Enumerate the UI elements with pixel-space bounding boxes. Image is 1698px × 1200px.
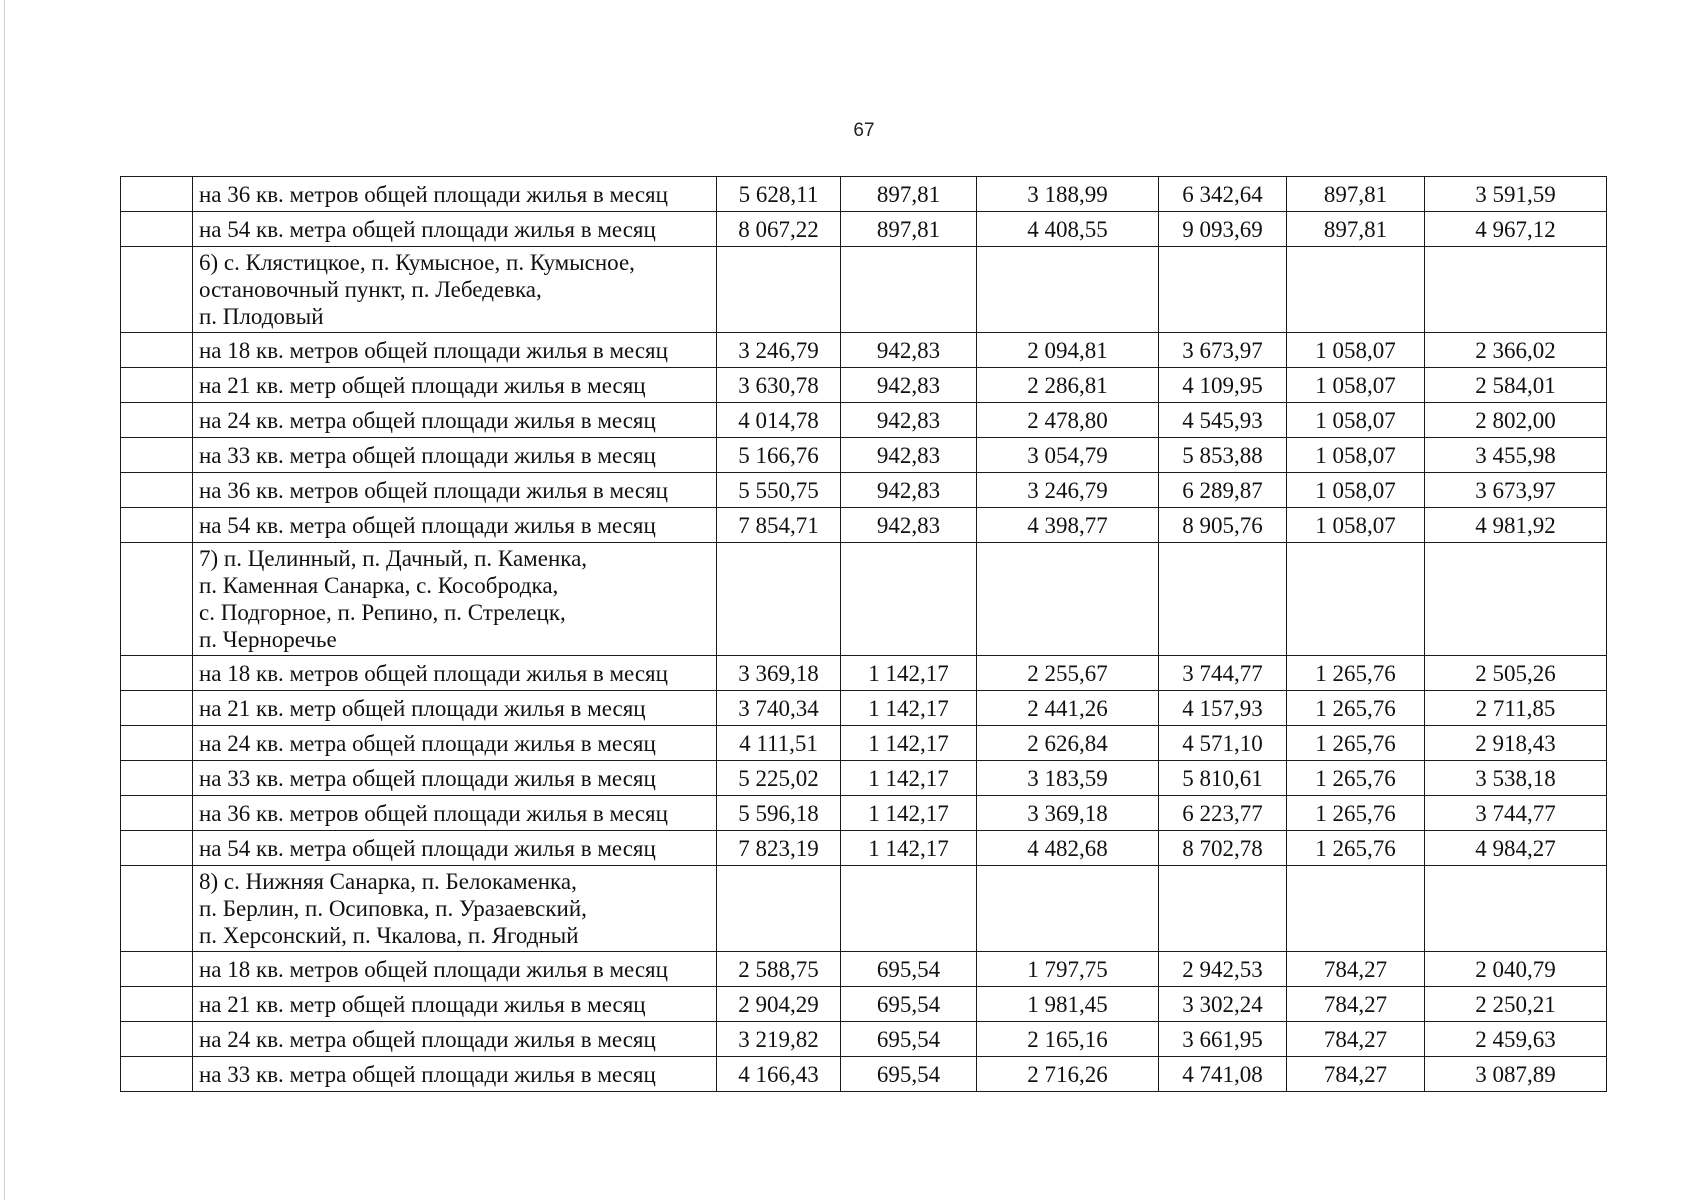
area-norm-label: на 18 кв. метров общей площади жилья в месяц [193,656,717,691]
empty-value-cell [977,247,1159,333]
table-row [121,473,1607,508]
value-cell: 1 142,17 [841,726,977,761]
empty-value-cell [1287,866,1425,952]
value-cell: 9 093,69 [1159,212,1287,247]
value-cell: 4 482,68 [977,831,1159,866]
area-norm-label: на 36 кв. метров общей площади жилья в месяц [193,177,717,212]
row-index-cell [121,952,193,987]
empty-value-cell [841,247,977,333]
value-cell: 1 058,07 [1287,333,1425,368]
row-index-cell [121,368,193,403]
value-cell: 2 441,26 [977,691,1159,726]
row-index-cell [121,831,193,866]
settlement-group-line: 7) п. Целинный, п. Дачный, п. Каменка, [199,546,588,571]
table-row [121,691,1607,726]
value-cell: 942,83 [841,333,977,368]
value-cell: 1 058,07 [1287,508,1425,543]
row-index-cell [121,438,193,473]
value-cell: 1 058,07 [1287,403,1425,438]
row-index-cell [121,247,193,333]
value-cell: 2 459,63 [1425,1022,1607,1057]
empty-value-cell [841,543,977,656]
row-index-cell [121,1057,193,1092]
value-cell: 2 588,75 [717,952,841,987]
table-row [121,403,1607,438]
empty-value-cell [977,866,1159,952]
table-row [121,368,1607,403]
page-number: 67 [853,120,875,141]
table-row [121,438,1607,473]
row-index-cell [121,726,193,761]
value-cell: 5 550,75 [717,473,841,508]
value-cell: 2 626,84 [977,726,1159,761]
value-cell: 3 369,18 [717,656,841,691]
value-cell: 897,81 [841,177,977,212]
value-cell: 1 265,76 [1287,761,1425,796]
table-row [121,761,1607,796]
value-cell: 3 744,77 [1425,796,1607,831]
value-cell: 1 265,76 [1287,796,1425,831]
value-cell: 2 286,81 [977,368,1159,403]
value-cell: 4 398,77 [977,508,1159,543]
table-row [121,987,1607,1022]
row-index-cell [121,212,193,247]
area-norm-label: на 24 кв. метра общей площади жилья в месяц [193,726,717,761]
value-cell: 4 545,93 [1159,403,1287,438]
value-cell: 2 255,67 [977,656,1159,691]
value-cell: 4 967,12 [1425,212,1607,247]
value-cell: 3 673,97 [1425,473,1607,508]
value-cell: 3 591,59 [1425,177,1607,212]
value-cell: 8 702,78 [1159,831,1287,866]
empty-value-cell [977,543,1159,656]
area-norm-label: на 33 кв. метра общей площади жилья в месяц [193,438,717,473]
value-cell: 4 741,08 [1159,1057,1287,1092]
table-row [121,1057,1607,1092]
value-cell: 897,81 [1287,177,1425,212]
value-cell: 2 250,21 [1425,987,1607,1022]
value-cell: 4 984,27 [1425,831,1607,866]
value-cell: 3 246,79 [717,333,841,368]
value-cell: 3 744,77 [1159,656,1287,691]
value-cell: 2 904,29 [717,987,841,1022]
value-cell: 7 854,71 [717,508,841,543]
value-cell: 5 596,18 [717,796,841,831]
value-cell: 2 918,43 [1425,726,1607,761]
table-row [121,831,1607,866]
value-cell: 3 630,78 [717,368,841,403]
value-cell: 695,54 [841,1057,977,1092]
empty-value-cell [1425,866,1607,952]
value-cell: 1 265,76 [1287,726,1425,761]
group-header-row [121,247,1607,333]
value-cell: 1 142,17 [841,796,977,831]
value-cell: 942,83 [841,368,977,403]
value-cell: 4 981,92 [1425,508,1607,543]
settlement-group-cell [193,866,717,952]
value-cell: 7 823,19 [717,831,841,866]
empty-value-cell [1287,543,1425,656]
value-cell: 942,83 [841,473,977,508]
table-row [121,177,1607,212]
value-cell: 3 455,98 [1425,438,1607,473]
settlement-group-line: остановочный пункт, п. Лебедевка, [199,277,542,302]
settlement-group-cell [193,543,717,656]
table-row [121,333,1607,368]
table-row [121,212,1607,247]
value-cell: 1 058,07 [1287,368,1425,403]
row-index-cell [121,1022,193,1057]
value-cell: 3 219,82 [717,1022,841,1057]
row-index-cell [121,987,193,1022]
row-index-cell [121,473,193,508]
row-index-cell [121,866,193,952]
area-norm-label: на 21 кв. метр общей площади жилья в месяц [193,987,717,1022]
value-cell: 3 087,89 [1425,1057,1607,1092]
table-row [121,656,1607,691]
table-row [121,796,1607,831]
value-cell: 5 225,02 [717,761,841,796]
settlement-group-line: 8) с. Нижняя Санарка, п. Белокаменка, [199,869,577,894]
value-cell: 3 369,18 [977,796,1159,831]
value-cell: 8 905,76 [1159,508,1287,543]
value-cell: 695,54 [841,952,977,987]
value-cell: 3 302,24 [1159,987,1287,1022]
value-cell: 3 661,95 [1159,1022,1287,1057]
value-cell: 4 571,10 [1159,726,1287,761]
area-norm-label: на 36 кв. метров общей площади жилья в месяц [193,473,717,508]
row-index-cell [121,691,193,726]
value-cell: 2 584,01 [1425,368,1607,403]
table-row [121,508,1607,543]
settlement-group-line: п. Берлин, п. Осиповка, п. Уразаевский, [199,896,587,921]
row-index-cell [121,333,193,368]
row-index-cell [121,656,193,691]
value-cell: 1 265,76 [1287,831,1425,866]
empty-value-cell [841,866,977,952]
value-cell: 1 797,75 [977,952,1159,987]
value-cell: 4 111,51 [717,726,841,761]
settlement-group-line: с. Подгорное, п. Репино, п. Стрелецк, [199,600,566,625]
value-cell: 2 802,00 [1425,403,1607,438]
value-cell: 942,83 [841,438,977,473]
area-norm-label: на 33 кв. метра общей площади жилья в месяц [193,1057,717,1092]
value-cell: 3 740,34 [717,691,841,726]
group-header-row [121,543,1607,656]
empty-value-cell [717,543,841,656]
scan-edge-line [4,0,5,1200]
group-header-row [121,866,1607,952]
value-cell: 4 014,78 [717,403,841,438]
value-cell: 3 673,97 [1159,333,1287,368]
value-cell: 2 040,79 [1425,952,1607,987]
value-cell: 4 109,95 [1159,368,1287,403]
value-cell: 784,27 [1287,1022,1425,1057]
value-cell: 1 142,17 [841,761,977,796]
row-index-cell [121,403,193,438]
area-norm-label: на 36 кв. метров общей площади жилья в месяц [193,796,717,831]
area-norm-label: на 24 кв. метра общей площади жилья в месяц [193,1022,717,1057]
row-index-cell [121,761,193,796]
value-cell: 6 342,64 [1159,177,1287,212]
value-cell: 8 067,22 [717,212,841,247]
value-cell: 2 366,02 [1425,333,1607,368]
empty-value-cell [1287,247,1425,333]
empty-value-cell [1425,247,1607,333]
settlement-group-line: п. Плодовый [199,304,324,329]
area-norm-label: на 54 кв. метра общей площади жилья в месяц [193,508,717,543]
value-cell: 1 058,07 [1287,438,1425,473]
value-cell: 3 054,79 [977,438,1159,473]
value-cell: 2 165,16 [977,1022,1159,1057]
value-cell: 695,54 [841,987,977,1022]
row-index-cell [121,177,193,212]
value-cell: 2 478,80 [977,403,1159,438]
empty-value-cell [717,247,841,333]
value-cell: 784,27 [1287,1057,1425,1092]
area-norm-label: на 54 кв. метра общей площади жилья в месяц [193,831,717,866]
value-cell: 3 183,59 [977,761,1159,796]
value-cell: 3 246,79 [977,473,1159,508]
value-cell: 4 157,93 [1159,691,1287,726]
tariff-table [120,176,1607,1092]
value-cell: 6 223,77 [1159,796,1287,831]
area-norm-label: на 33 кв. метра общей площади жилья в месяц [193,761,717,796]
value-cell: 784,27 [1287,987,1425,1022]
table-row [121,952,1607,987]
value-cell: 784,27 [1287,952,1425,987]
area-norm-label: на 24 кв. метра общей площади жилья в месяц [193,403,717,438]
table-row [121,726,1607,761]
value-cell: 2 505,26 [1425,656,1607,691]
value-cell: 695,54 [841,1022,977,1057]
value-cell: 942,83 [841,403,977,438]
value-cell: 1 265,76 [1287,656,1425,691]
area-norm-label: на 21 кв. метр общей площади жилья в месяц [193,368,717,403]
value-cell: 942,83 [841,508,977,543]
empty-value-cell [1159,866,1287,952]
value-cell: 2 942,53 [1159,952,1287,987]
settlement-group-cell [193,247,717,333]
value-cell: 897,81 [841,212,977,247]
value-cell: 5 853,88 [1159,438,1287,473]
value-cell: 5 810,61 [1159,761,1287,796]
empty-value-cell [1159,543,1287,656]
value-cell: 1 142,17 [841,691,977,726]
empty-value-cell [1425,543,1607,656]
value-cell: 2 716,26 [977,1057,1159,1092]
row-index-cell [121,796,193,831]
tariff-table-body [121,177,1607,1092]
table-row [121,1022,1607,1057]
value-cell: 6 289,87 [1159,473,1287,508]
value-cell: 4 166,43 [717,1057,841,1092]
empty-value-cell [1159,247,1287,333]
area-norm-label: на 54 кв. метра общей площади жилья в месяц [193,212,717,247]
value-cell: 1 058,07 [1287,473,1425,508]
value-cell: 4 408,55 [977,212,1159,247]
empty-value-cell [717,866,841,952]
value-cell: 1 142,17 [841,656,977,691]
settlement-group-line: п. Черноречье [199,627,337,652]
value-cell: 1 981,45 [977,987,1159,1022]
value-cell: 1 265,76 [1287,691,1425,726]
value-cell: 5 166,76 [717,438,841,473]
value-cell: 1 142,17 [841,831,977,866]
area-norm-label: на 21 кв. метр общей площади жилья в месяц [193,691,717,726]
settlement-group-line: п. Каменная Санарка, с. Кособродка, [199,573,559,598]
area-norm-label: на 18 кв. метров общей площади жилья в месяц [193,333,717,368]
settlement-group-line: 6) с. Клястицкое, п. Кумысное, п. Кумысное, [199,250,635,275]
row-index-cell [121,543,193,656]
settlement-group-line: п. Херсонский, п. Чкалова, п. Ягодный [199,923,579,948]
row-index-cell [121,508,193,543]
value-cell: 2 094,81 [977,333,1159,368]
area-norm-label: на 18 кв. метров общей площади жилья в месяц [193,952,717,987]
value-cell: 3 188,99 [977,177,1159,212]
value-cell: 2 711,85 [1425,691,1607,726]
value-cell: 5 628,11 [717,177,841,212]
value-cell: 3 538,18 [1425,761,1607,796]
value-cell: 897,81 [1287,212,1425,247]
